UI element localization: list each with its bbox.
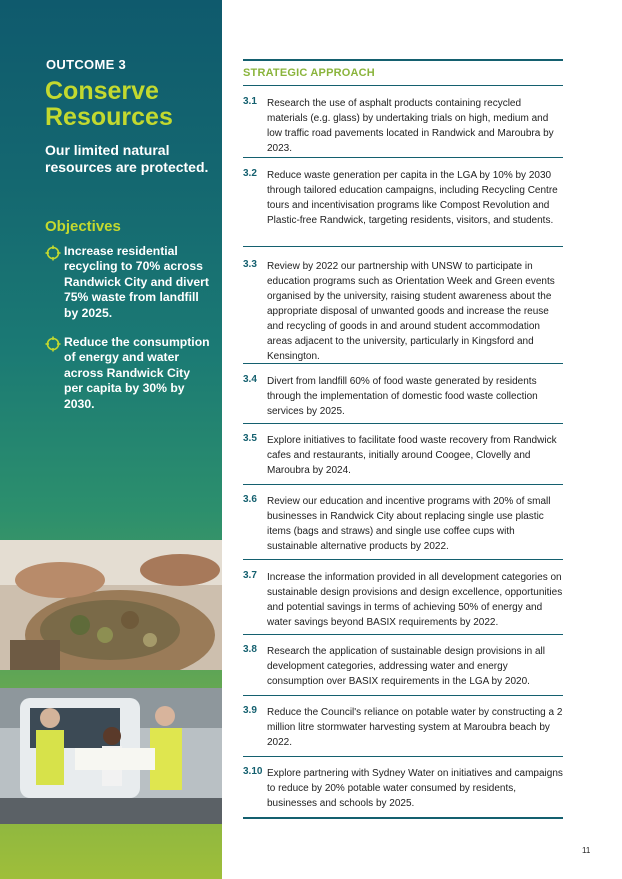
divider	[243, 157, 563, 158]
strategy-text: Research the application of sustainable design provisions in all development categories, addressing water and energy consumption over BASIX requirements in the LGA by 2020.	[267, 646, 545, 687]
strategy-text: Reduce the Council's reliance on potable water by constructing a 2 million litre stormwater harvesting system at Maroubra beach by 2022.	[267, 707, 563, 748]
objective-text: Reduce the consumption of energy and water across Randwick City per capita by 30% by 2030.	[64, 335, 210, 411]
strategy-number: 3.4	[243, 374, 257, 385]
strategy-number: 3.3	[243, 259, 257, 270]
workers-illustration	[0, 688, 222, 824]
strategy-text: Increase the information provided in all development categories on sustainable design provisions and design excellence, opportunities and potential savings in terms of achieving 50% of energy and water savings beyond BASIX requirements by 2022.	[267, 572, 563, 628]
strategy-text: Research the use of asphalt products containing recycled materials (e.g. glass) by undertaking trials on high, medium and low traffic road pavements located in Randwick and Maroubra by 2023.	[267, 98, 554, 154]
strategy-number: 3.7	[243, 570, 257, 581]
divider	[243, 423, 563, 424]
objective-item	[45, 244, 210, 321]
objectives-heading: Objectives	[45, 218, 121, 235]
strategy-number: 3.8	[243, 644, 257, 655]
strategy-number: 3.2	[243, 168, 257, 179]
page-number: 11	[582, 846, 591, 855]
strategy-text: Review by 2022 our partnership with UNSW to participate in education programs such as Orientation Week and Green events organised by the university, raising student awareness about the appropriate disposal of unwanted goods and increase the reuse and recycling of goods in and around student accommodation areas adjacent to the university, particularly in Kingsford and Kensington.	[267, 261, 555, 362]
divider-bottom	[243, 817, 563, 819]
outcome-title: Conserve Resources	[45, 77, 173, 131]
heading-rule-top	[243, 59, 563, 61]
objective-text: Increase residential recycling to 70% across Randwick City and divert 75% waste from landfill by 2025.	[64, 244, 209, 320]
strategy-number: 3.10	[243, 766, 263, 777]
divider	[243, 363, 563, 364]
divider	[243, 559, 563, 560]
compost-illustration	[0, 540, 222, 670]
compost-photo	[0, 540, 222, 670]
target-icon	[45, 245, 61, 261]
workers-photo	[0, 688, 222, 824]
target-icon	[45, 336, 61, 352]
divider	[243, 695, 563, 696]
strategy-text: Reduce waste generation per capita in the LGA by 10% by 2030 through tailored education campaigns, including Recycling Centre tours and incentivisation programs like Compost Revolution and Plastic-free Randwick, targeting residents, visitors, and students.	[267, 170, 558, 226]
strategy-text: Explore partnering with Sydney Water on initiatives and campaigns to reduce by 20% potable water consumed by residents, businesses and schools by 2025.	[267, 768, 563, 809]
outcome-label: OUTCOME 3	[46, 57, 126, 72]
strategic-approach-heading: STRATEGIC APPROACH	[243, 67, 375, 79]
objective-item	[45, 335, 210, 412]
strategy-number: 3.5	[243, 433, 257, 444]
divider	[243, 484, 563, 485]
strategy-text: Explore initiatives to facilitate food waste recovery from Randwick cafes and restaurants, initially around Coogee, Clovelly and Maroubra by 2024.	[267, 435, 557, 476]
divider	[243, 634, 563, 635]
divider	[243, 756, 563, 757]
strategy-text: Divert from landfill 60% of food waste generated by residents through the implementation of domestic food waste collection services by 2025.	[267, 376, 538, 417]
strategy-number: 3.1	[243, 96, 257, 107]
strategy-number: 3.9	[243, 705, 257, 716]
strategy-text: Review our education and incentive programs with 20% of small businesses in Randwick City about replacing single use plastic items (bags and straws) and single use coffee cups with sustainable alternative products by 2022.	[267, 496, 551, 552]
heading-rule-bottom	[243, 85, 563, 86]
strategy-number: 3.6	[243, 494, 257, 505]
outcome-subtitle: Our limited natural resources are protected.	[45, 142, 209, 175]
divider	[243, 246, 563, 247]
